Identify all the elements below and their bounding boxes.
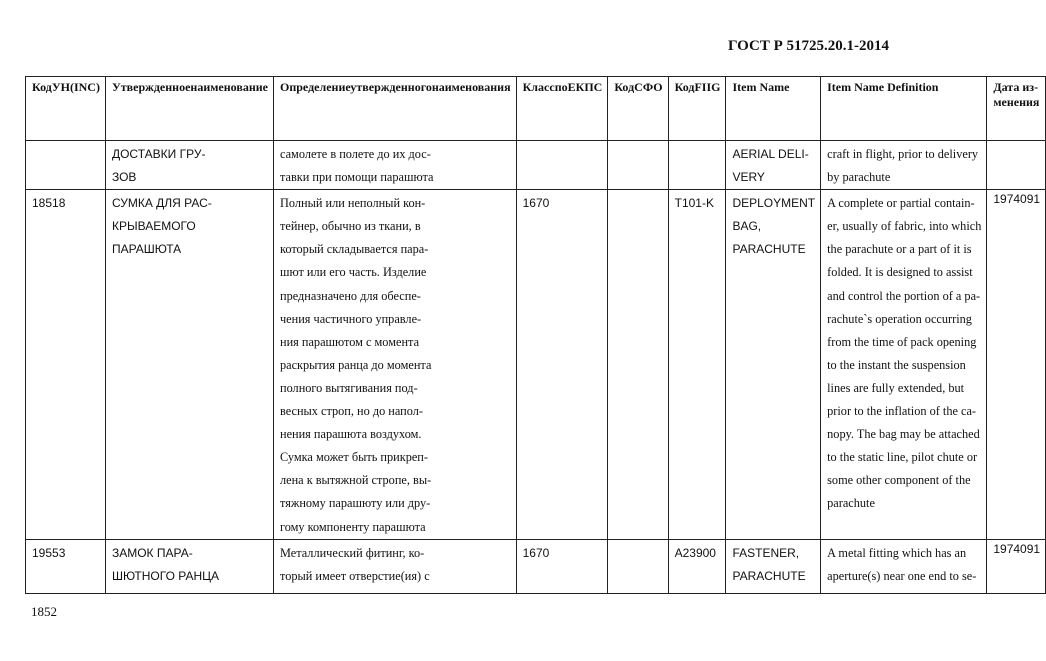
cell-text: prior to the inflation of the ca- (827, 404, 977, 419)
col-sfo-cell (608, 539, 668, 593)
col-item-name-cell (726, 190, 821, 539)
table-row (26, 141, 1046, 190)
header-text: ЕКП (567, 80, 594, 94)
table-body (26, 141, 1046, 594)
cell-text: ДОСТАВКИ ГРУ- (111, 147, 206, 161)
cell-text: A23900 (674, 545, 716, 560)
header-text: Класс (522, 80, 555, 94)
cell-text: aperture(s) near one end to se- (827, 568, 977, 583)
col-item-definition-cell (821, 539, 987, 593)
col-sfo-cell (608, 190, 668, 539)
cell-text: СУМКА ДЛЯ РАС- (111, 196, 212, 211)
col-change-date-cell (987, 539, 1046, 593)
header-text: FIIG (694, 80, 721, 94)
cell-text: чения частичного управле- (279, 311, 422, 326)
header-text: Код (674, 80, 695, 94)
header-text: Утвержденное (111, 80, 191, 94)
header-text: наименования (431, 80, 511, 94)
cell-text: тавки при помощи парашюта (279, 170, 434, 185)
cell-text: Полный или неполный кон- (279, 196, 426, 211)
cell-text: nopy. The bag may be attached (827, 427, 980, 442)
header-text: (INC) (69, 80, 100, 94)
cell-text: ЗАМОК ПАРА- (111, 545, 193, 560)
cell-text: ШЮТНОГО РАНЦА (111, 568, 219, 583)
col-item-definition-header (821, 77, 987, 141)
cell-text: Сумка может быть прикреп- (279, 450, 428, 465)
cell-text: КРЫВАЕМОГО (111, 219, 196, 234)
col-inc-cell (26, 141, 106, 190)
catalog-table (25, 76, 1046, 594)
col-approved-name-cell (105, 141, 273, 190)
header-text: Дата из- (993, 80, 1039, 94)
col-fiig-cell (668, 190, 726, 539)
cell-text: 19553 (32, 545, 66, 560)
header-text: СФО (634, 80, 663, 94)
cell-text: лена к вытяжной стропе, вы- (279, 473, 432, 488)
col-change-date-cell (987, 190, 1046, 539)
cell-text: BAG, (732, 219, 762, 234)
cell-text: тяжному парашюту или дру- (279, 496, 431, 511)
cell-text: folded. It is designed to assist (827, 265, 973, 280)
header-text: Item Name Definition (827, 80, 939, 94)
cell-text: T101-K (674, 196, 714, 211)
header-text: Item Name (732, 80, 790, 94)
cell-text: craft in flight, prior to delivery (827, 147, 979, 161)
cell-text: and control the portion of a pa- (827, 288, 981, 303)
col-approved-name-cell (105, 539, 273, 593)
col-definition-header (273, 77, 516, 141)
col-fiig-header (668, 77, 726, 141)
table-header-row (26, 77, 1046, 141)
cell-text: самолете в полете до их дос- (279, 147, 431, 161)
cell-text: some other component of the (827, 473, 971, 488)
cell-text: VERY (732, 170, 765, 185)
cell-text: parachute (827, 496, 875, 511)
cell-text: the parachute or a part of it is (827, 242, 972, 257)
cell-text: FASTENER, (732, 545, 800, 560)
header-text: по (554, 80, 568, 94)
cell-text: to the instant the suspension (827, 357, 966, 372)
cell-text: торый имеет отверстие(ия) с (279, 568, 430, 583)
col-item-name-cell (726, 539, 821, 593)
cell-text: DEPLOYMENT (732, 196, 816, 211)
cell-text: ПАРАШЮТА (111, 242, 182, 257)
col-change-date-header (987, 77, 1046, 141)
col-approved-name-cell (105, 190, 273, 539)
col-definition-cell (273, 539, 516, 593)
col-item-name-cell (726, 141, 821, 190)
header-text: Код (614, 80, 635, 94)
page-number: 1852 (31, 604, 57, 619)
header-text: Код (32, 80, 52, 94)
cell-text: 1670 (522, 196, 550, 211)
cell-text: 1974091 (993, 541, 1041, 556)
header-text: Определение (279, 80, 351, 94)
cell-text: который складывается пара- (279, 242, 429, 257)
cell-text: A complete or partial contain- (827, 196, 975, 211)
cell-text: from the time of pack opening (827, 334, 977, 349)
cell-text: ЗОВ (111, 170, 137, 185)
cell-text: PARACHUTE (732, 242, 806, 257)
col-class-cell (516, 141, 608, 190)
cell-text: полного вытягивания под- (279, 380, 418, 395)
header-text: УН (51, 80, 70, 94)
col-class-cell (516, 190, 608, 539)
col-definition-cell (273, 190, 516, 539)
col-fiig-cell (668, 539, 726, 593)
header-text: С (593, 80, 603, 94)
col-inc-cell (26, 190, 106, 539)
cell-text: нения парашюта воздухом. (279, 427, 422, 442)
cell-text: PARACHUTE (732, 568, 806, 583)
cell-text: A metal fitting which has an (827, 545, 967, 560)
col-item-name-header (726, 77, 821, 141)
col-sfo-cell (608, 141, 668, 190)
col-change-date-cell (987, 141, 1046, 190)
cell-text: rachute`s operation occurring (827, 311, 972, 326)
cell-text: by parachute (827, 170, 891, 185)
cell-text: 18518 (32, 196, 66, 211)
header-text: наименование (190, 80, 268, 94)
col-sfo-header (608, 77, 668, 141)
cell-text: тейнер, обычно из ткани, в (279, 219, 421, 234)
col-definition-cell (273, 141, 516, 190)
col-item-definition-cell (821, 190, 987, 539)
cell-text: Металлический фитинг, ко- (279, 545, 425, 560)
cell-text: раскрытия ранца до момента (279, 357, 432, 372)
document-standard-header: ГОСТ Р 51725.20.1-2014 (727, 38, 889, 54)
cell-text: lines are fully extended, but (827, 380, 965, 395)
table-row (26, 190, 1046, 539)
table-row (26, 539, 1046, 593)
cell-text: to the static line, pilot chute or (827, 450, 978, 465)
header-text: менения (993, 95, 1040, 109)
cell-text: весных строп, но до напол- (279, 404, 423, 419)
cell-text: 1974091 (993, 192, 1041, 207)
cell-text: 1670 (522, 545, 550, 560)
col-item-definition-cell (821, 141, 987, 190)
col-inc-header (26, 77, 106, 141)
col-class-header (516, 77, 608, 141)
cell-text: AERIAL DELI- (732, 147, 809, 161)
cell-text: предназначено для обеспе- (279, 288, 421, 303)
cell-text: гому компоненту парашюта (279, 519, 426, 534)
cell-text: шют или его часть. Изделие (279, 265, 427, 280)
col-class-cell (516, 539, 608, 593)
cell-text: er, usually of fabric, into which (827, 219, 982, 234)
col-approved-name-header (105, 77, 273, 141)
header-text: утвержденного (350, 80, 432, 94)
col-inc-cell (26, 539, 106, 593)
col-fiig-cell (668, 141, 726, 190)
cell-text: ния парашютом с момента (279, 334, 420, 349)
